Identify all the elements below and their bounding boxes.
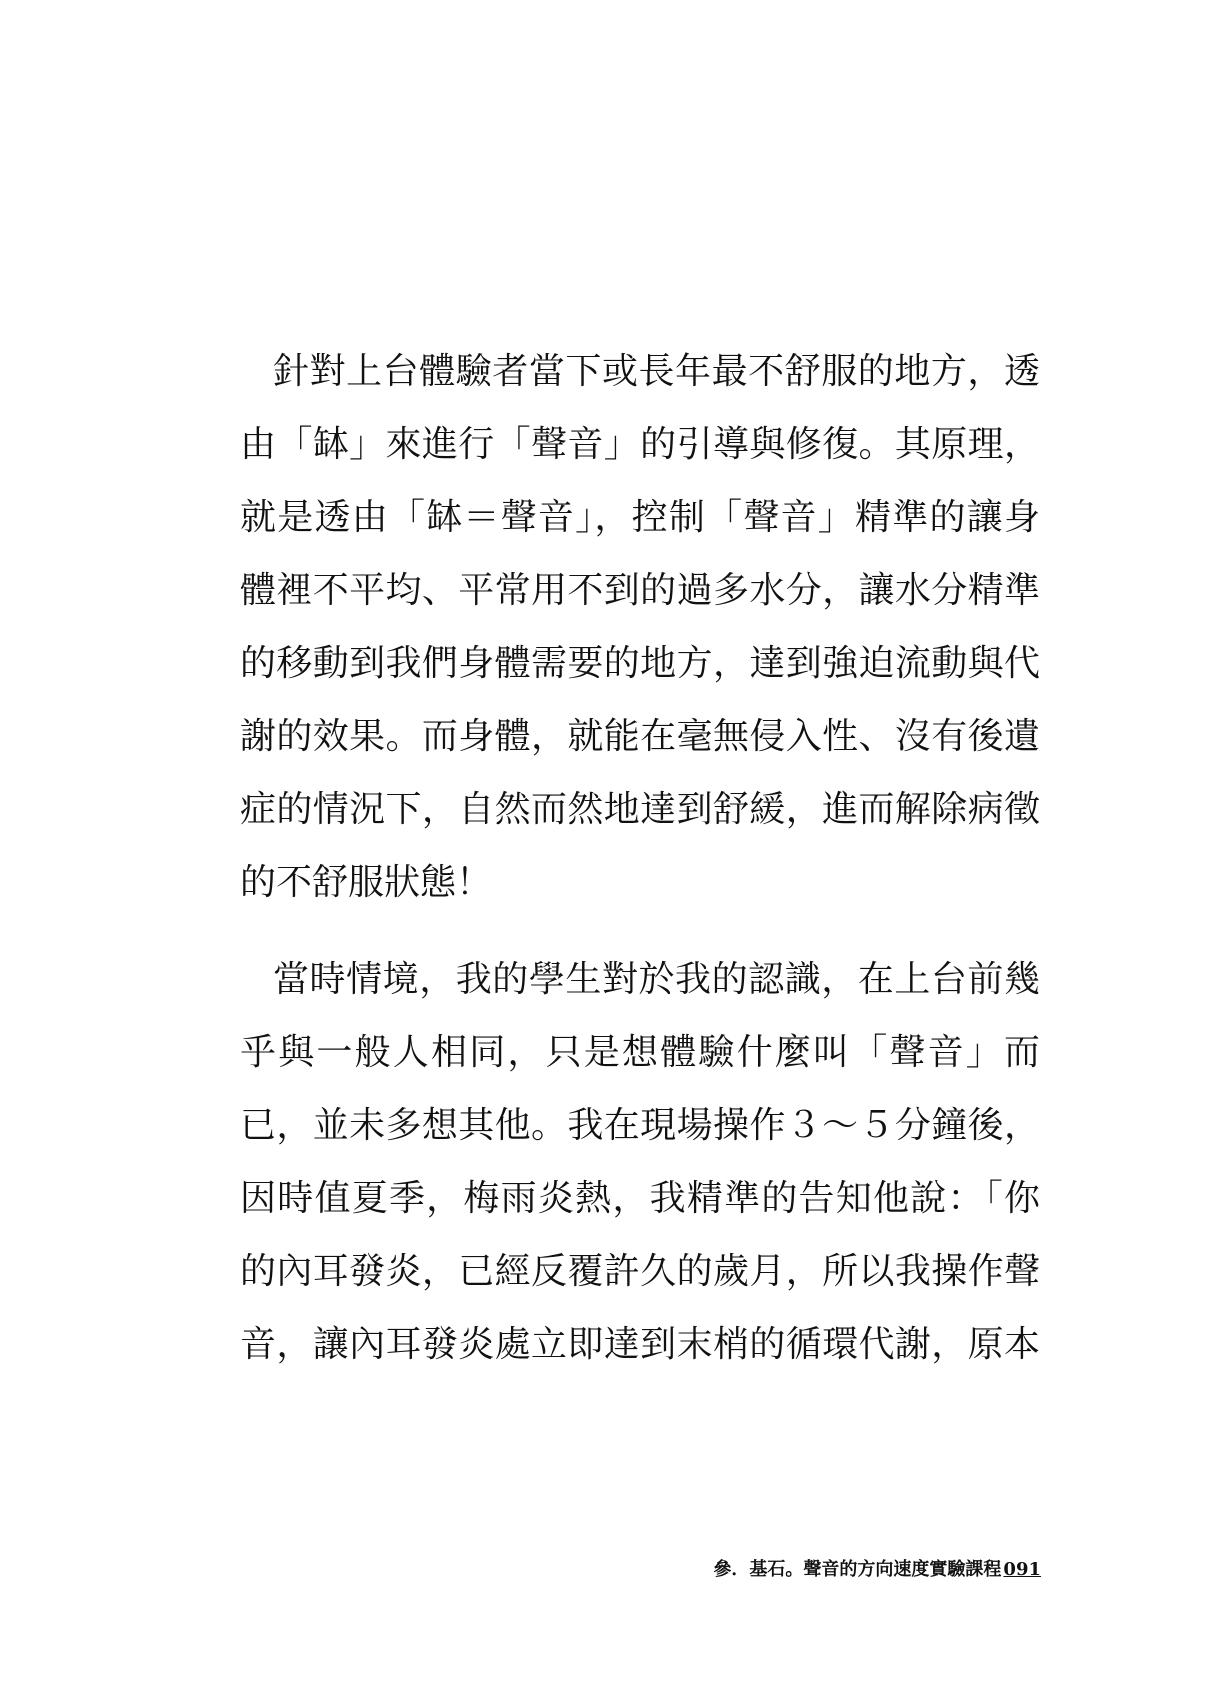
paragraph-1 [240,335,1040,919]
text-line: 當時情境，我的學生對於我的認識，在上台前幾 [273,959,1040,1000]
body-text [240,335,1040,1381]
page-number: 091 [1003,1559,1041,1580]
text-line: 音，讓內耳發炎處立即達到末梢的循環代謝，原本 [240,1324,1040,1365]
text-line: 症的情況下，自然而然地達到舒緩，進而解除病徵 [240,789,1040,830]
text-line: 的移動到我們身體需要的地方，達到強迫流動與代 [240,643,1040,684]
paragraph-2 [240,943,1040,1381]
text-line: 由「缽」來進行「聲音」的引導與修復。其原理， [240,424,1040,465]
text-line: 乎與一般人相同，只是想體驗什麼叫「聲音」而 [240,1032,1040,1073]
text-line: 的不舒服狀態！ [240,862,493,903]
paragraph-spacer [240,919,1040,943]
text-line: 已，並未多想其他。我在現場操作３～５分鐘後， [240,1105,1040,1146]
text-line: 針對上台體驗者當下或長年最不舒服的地方，透 [273,351,1040,392]
text-line: 的內耳發炎，已經反覆許久的歲月，所以我操作聲 [240,1251,1040,1292]
text-line: 因時值夏季，梅雨炎熱，我精準的告知他說：「你 [240,1178,1040,1219]
text-line: 謝的效果。而身體，就能在毫無侵入性、沒有後遺 [240,716,1040,757]
text-line: 就是透由「缽＝聲音」，控制「聲音」精準的讓身 [240,497,1040,538]
page-footer [713,1555,1041,1581]
running-title: 參．基石。聲音的方向速度實驗課程 [713,1559,1002,1580]
text-line: 體裡不平均、平常用不到的過多水分，讓水分精準 [240,570,1040,611]
